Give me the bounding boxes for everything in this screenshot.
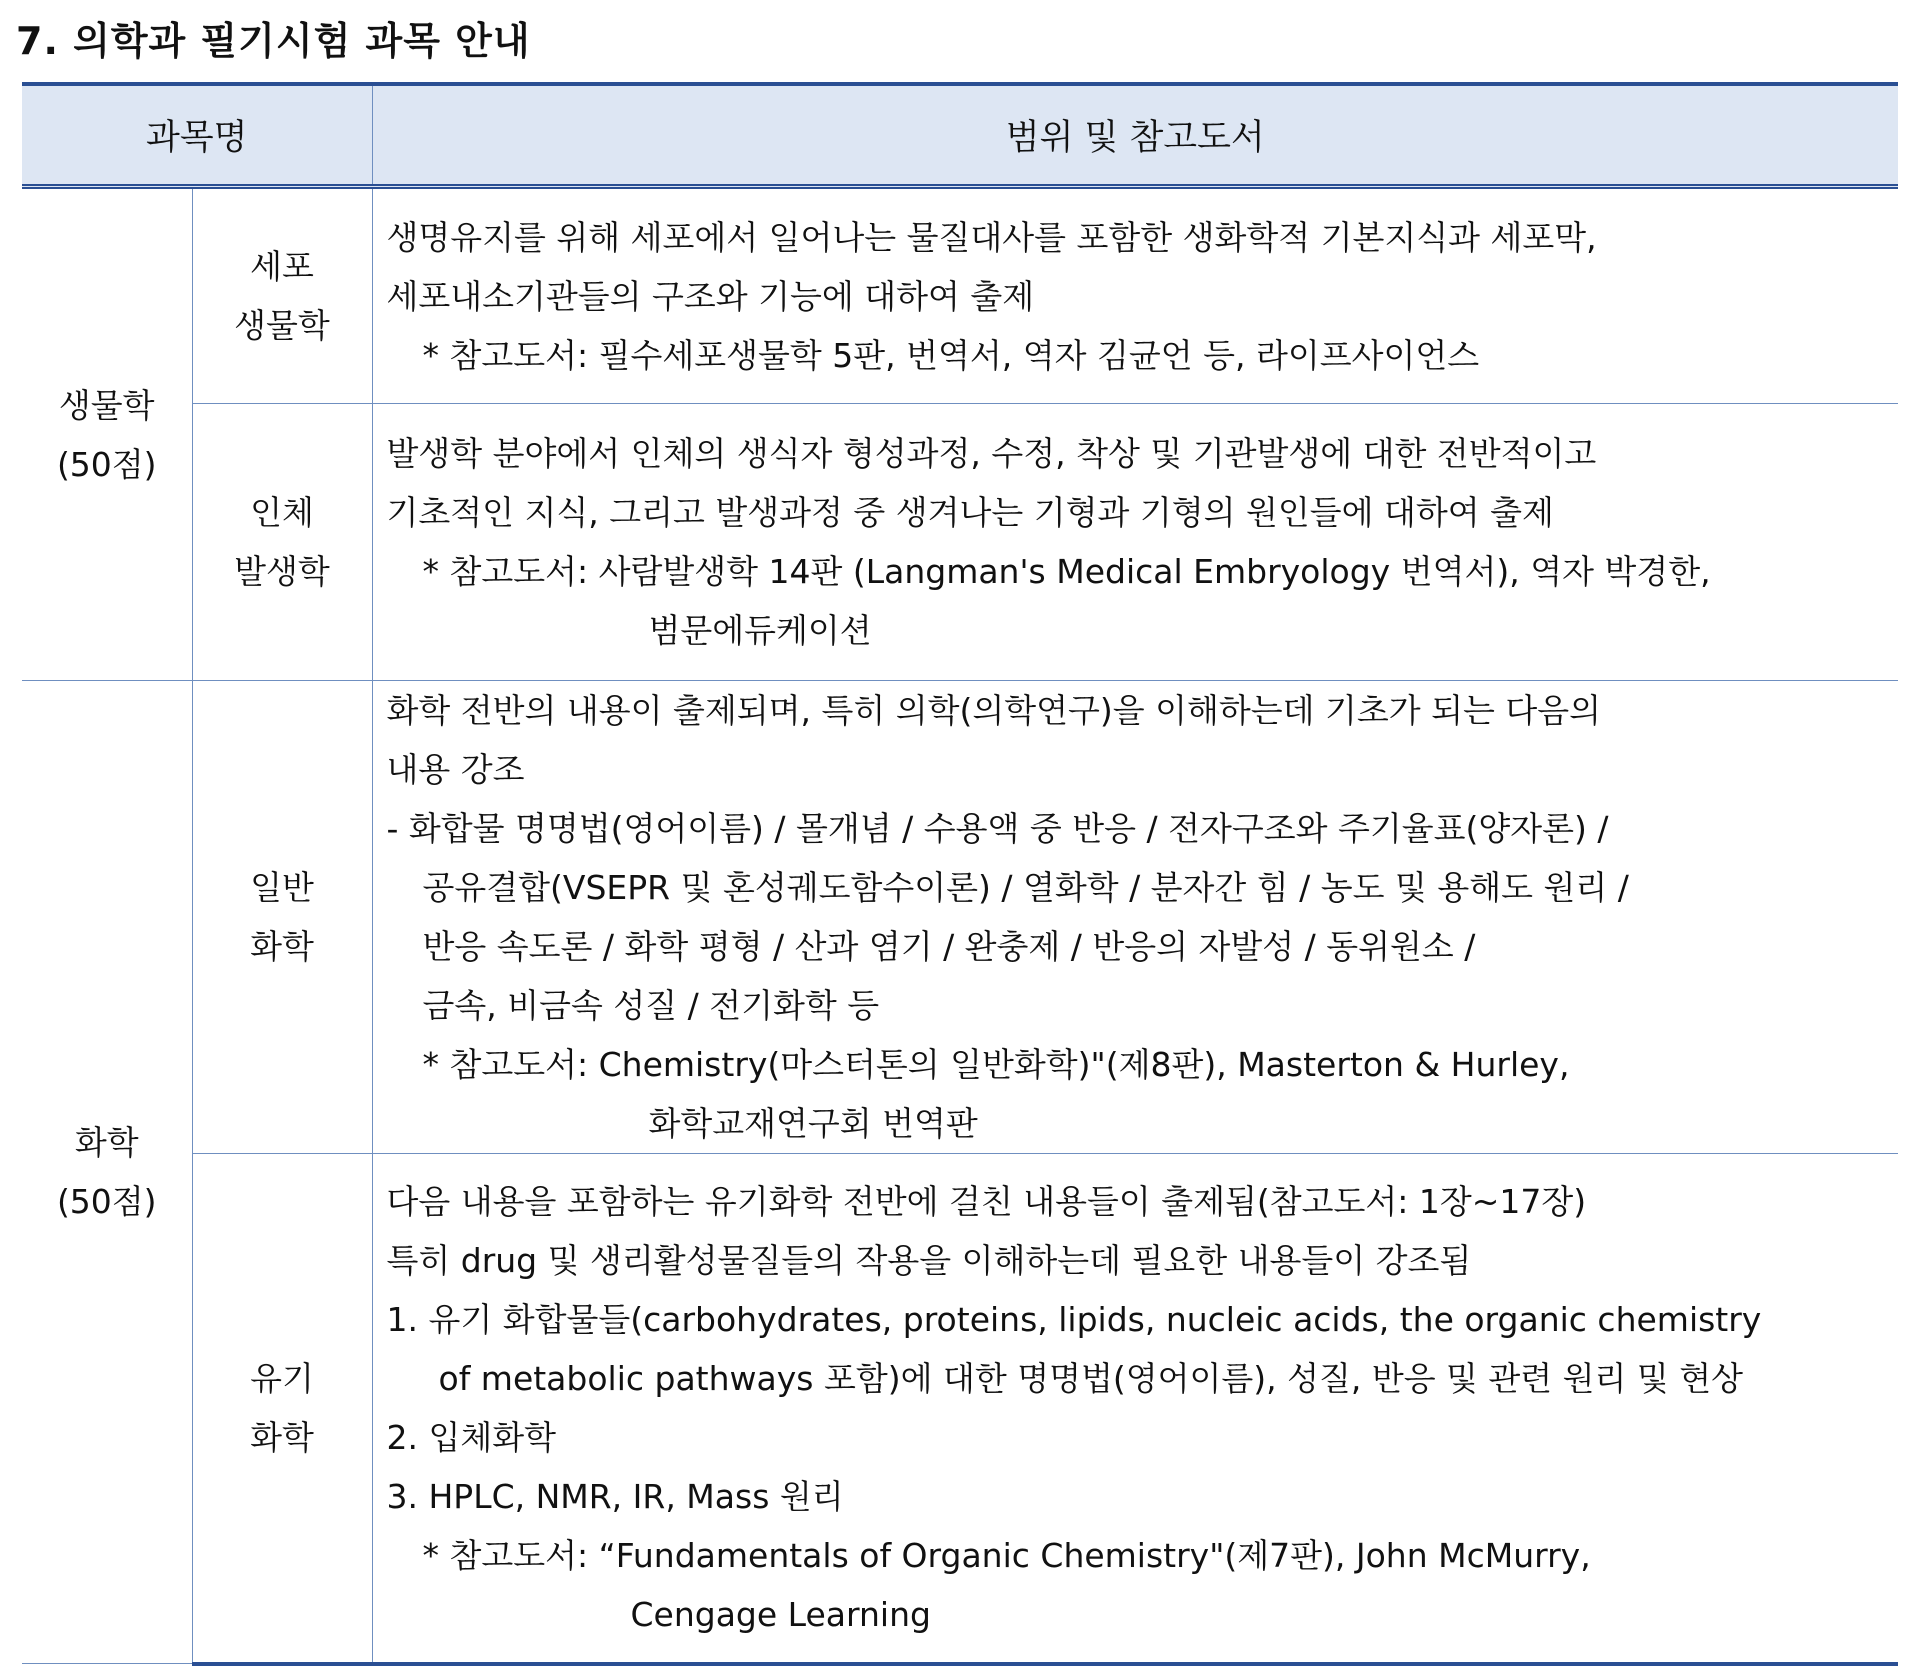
header-subject: 과목명 — [22, 84, 372, 187]
subsubject-name: 유기 — [250, 1358, 314, 1398]
subsubject-organic-chemistry — [192, 1154, 372, 1664]
subsubject-name: 화학 — [250, 927, 314, 966]
range-line: 화학 전반의 내용이 출제되며, 특히 의학(의학연구)을 이해하는데 기초가 되는 다음의 — [386, 691, 1601, 730]
range-cell-biology — [372, 187, 1898, 404]
range-line: 2. 입체화학 — [386, 1417, 556, 1457]
table-row-general-chemistry — [22, 681, 1898, 1154]
range-line: 반응 속도론 / 화학 평형 / 산과 염기 / 완충제 / 반응의 자발성 / 동위원소 / — [422, 927, 1476, 966]
reference-book-line: * 참고도서: 필수세포생물학 5판, 번역서, 역자 김균언 등, 라이프사이언스 — [422, 335, 1480, 375]
reference-book-line: Cengage Learning — [630, 1594, 931, 1634]
table-header-row — [22, 84, 1898, 187]
range-line: 세포내소기관들의 구조와 기능에 대하여 출제 — [386, 276, 1035, 316]
subsubject-name: 화학 — [250, 1417, 314, 1457]
subsubject-name: 인체 — [250, 493, 314, 532]
page-title: 7. 의학과 필기시험 과목 안내 — [16, 19, 531, 63]
range-line: of metabolic pathways 포함)에 대한 명명법(영어이름), 성질, 반응 및 관련 원리 및 현상 — [438, 1358, 1744, 1398]
table-row-embryology — [22, 404, 1898, 681]
subject-name: 생물학 — [58, 385, 155, 425]
range-line: 생명유지를 위해 세포에서 일어나는 물질대사를 포함한 생화학적 기본지식과 세포막, — [386, 217, 1597, 257]
reference-book-line: * 참고도서: Chemistry(마스터톤의 일반화학)"(제8판), Masterton & Hurley, — [422, 1045, 1570, 1084]
range-line: 특히 drug 및 생리활성물질들의 작용을 이해하는데 필요한 내용들이 강조됨 — [386, 1240, 1472, 1280]
subsubject-embryology — [192, 404, 372, 681]
range-line: 내용 강조 — [386, 750, 525, 789]
table-row-cell-biology — [22, 187, 1898, 404]
subsubject-name: 발생학 — [234, 552, 330, 591]
subject-chemistry — [22, 681, 192, 1664]
subject-points: (50점) — [56, 1182, 157, 1221]
range-embryology — [372, 404, 1898, 681]
range-line: 1. 유기 화합물들(carbohydrates, proteins, lipids, nucleic acids, the organic chemistry — [386, 1299, 1762, 1339]
range-line: 기초적인 지식, 그리고 발생과정 중 생겨나는 기형과 기형의 원인들에 대하여 출제 — [386, 493, 1554, 532]
range-organic-chemistry — [372, 1154, 1898, 1664]
range-general-chemistry — [372, 681, 1898, 1154]
reference-book-line: * 참고도서: “Fundamentals of Organic Chemistry"(제7판), John McMurry, — [422, 1535, 1591, 1575]
subsubject-name: 일반 — [250, 868, 314, 907]
reference-book-line: * 참고도서: 사람발생학 14판 (Langman's Medical Embryology 번역서), 역자 박경한, — [422, 552, 1711, 591]
subsubject-name: 생물학 — [234, 306, 330, 345]
header-range: 범위 및 참고도서 — [372, 84, 1898, 187]
range-line: 발생학 분야에서 인체의 생식자 형성과정, 수정, 착상 및 기관발생에 대한 전반적이고 — [386, 434, 1597, 473]
subsubject-name: 세포 — [250, 247, 314, 286]
range-line: 공유결합(VSEPR 및 혼성궤도함수이론) / 열화학 / 분자간 힘 / 농도 및 용해도 원리 / — [422, 868, 1629, 907]
range-line: - 화합물 명명법(영어이름) / 몰개념 / 수용액 중 반응 / 전자구조와 주기율표(양자론) / — [386, 809, 1609, 848]
subject-name: 화학 — [74, 1123, 139, 1162]
subject-biology — [22, 187, 192, 681]
subject-points: (50점) — [56, 444, 157, 484]
reference-book-line: 범문에듀케이션 — [648, 611, 872, 650]
range-line: 3. HPLC, NMR, IR, Mass 원리 — [386, 1476, 844, 1516]
subsubject-cell-biology — [192, 187, 372, 404]
table-row-organic-chemistry — [22, 1154, 1898, 1664]
reference-book-line: 화학교재연구회 번역판 — [648, 1104, 978, 1143]
range-line: 금속, 비금속 성질 / 전기화학 등 — [422, 986, 880, 1025]
subsubject-general-chemistry — [192, 681, 372, 1154]
exam-subject-table — [22, 82, 1898, 1666]
range-line: 다음 내용을 포함하는 유기화학 전반에 걸친 내용들이 출제됨(참고도서: 1장~17장) — [386, 1181, 1587, 1221]
